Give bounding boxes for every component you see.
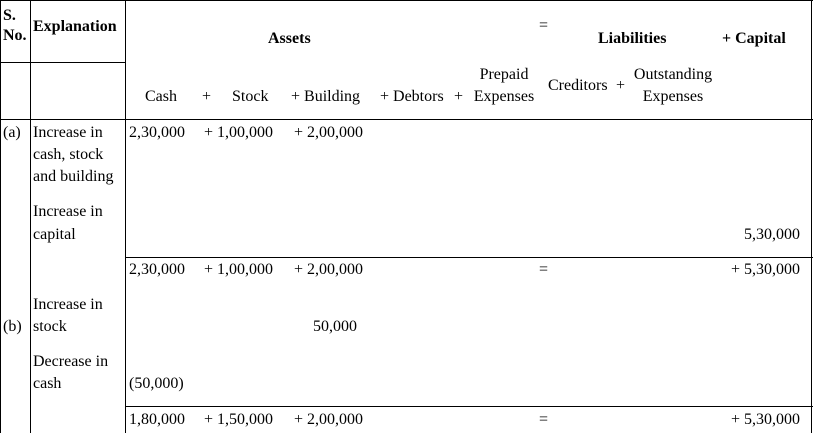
header-capital: + Capital	[722, 30, 786, 47]
header-sno: S.	[3, 7, 16, 24]
total-a-capital: + 5,30,000	[730, 261, 800, 278]
total-b-row-divider	[125, 406, 813, 407]
section-b-label: (b)	[3, 318, 22, 335]
column-divider-explanation	[125, 0, 126, 433]
section-a-expl1-line3: and building	[33, 168, 114, 185]
header-equals: =	[539, 17, 549, 34]
total-a-equals: =	[539, 261, 549, 278]
subheader-creditors-plus: +	[616, 77, 626, 94]
section-a-label: (a)	[3, 124, 21, 141]
table-border-right	[811, 0, 812, 433]
total-b-stock: + 1,50,000	[204, 411, 274, 428]
header-liabilities: Liabilities	[598, 30, 667, 47]
total-a-cash: 2,30,000	[129, 261, 185, 278]
subheader-stock: Stock	[232, 88, 269, 105]
header-explanation: Explanation	[33, 18, 117, 35]
header-row-divider	[0, 62, 126, 63]
subheader-outstanding-line1: Outstanding	[633, 66, 713, 83]
subheader-outstanding-line2: Expenses	[642, 88, 704, 105]
subheader-building: + Building	[291, 88, 361, 105]
subheader-cash: Cash	[145, 88, 177, 105]
total-b-building: + 2,00,000	[294, 411, 364, 428]
total-a-stock: + 1,00,000	[204, 261, 274, 278]
section-b-expl1-line2: stock	[33, 318, 67, 335]
section-a-expl2-line2: capital	[33, 226, 76, 243]
section-a-stock: + 1,00,000	[204, 124, 274, 141]
table-border-left	[0, 0, 1, 433]
subheader-prepaid-line1: Prepaid	[479, 66, 529, 83]
total-b-equals: =	[539, 411, 549, 428]
section-b-expl2-line2: cash	[33, 375, 62, 392]
subheader-plus: +	[202, 88, 212, 105]
subheader-debtors: + Debtors	[380, 88, 444, 105]
column-divider-sno	[30, 0, 31, 433]
section-a-capital: 5,30,000	[744, 226, 800, 243]
section-b-expl2-line1: Decrease in	[33, 353, 109, 370]
section-b-stock: 50,000	[313, 318, 357, 335]
section-a-expl1-line1: Increase in	[33, 124, 103, 141]
subheader-prepaid-line2: Expenses	[473, 88, 535, 105]
section-a-expl1-line2: cash, stock	[33, 146, 104, 163]
section-a-building: + 2,00,000	[294, 124, 364, 141]
table-border-top	[0, 0, 813, 1]
total-b-capital: + 5,30,000	[730, 411, 800, 428]
total-b-cash: 1,80,000	[129, 411, 185, 428]
subheader-row-divider	[0, 119, 813, 120]
header-no: No.	[3, 27, 27, 44]
total-a-row-divider	[125, 257, 813, 258]
section-a-cash: 2,30,000	[129, 124, 185, 141]
section-b-cash: (50,000)	[129, 375, 184, 392]
section-a-expl2-line1: Increase in	[33, 203, 103, 220]
subheader-prepaid-plus: +	[454, 88, 464, 105]
header-assets: Assets	[268, 30, 311, 47]
subheader-creditors: Creditors	[548, 77, 608, 94]
section-b-expl1-line1: Increase in	[33, 296, 103, 313]
total-a-building: + 2,00,000	[294, 261, 364, 278]
